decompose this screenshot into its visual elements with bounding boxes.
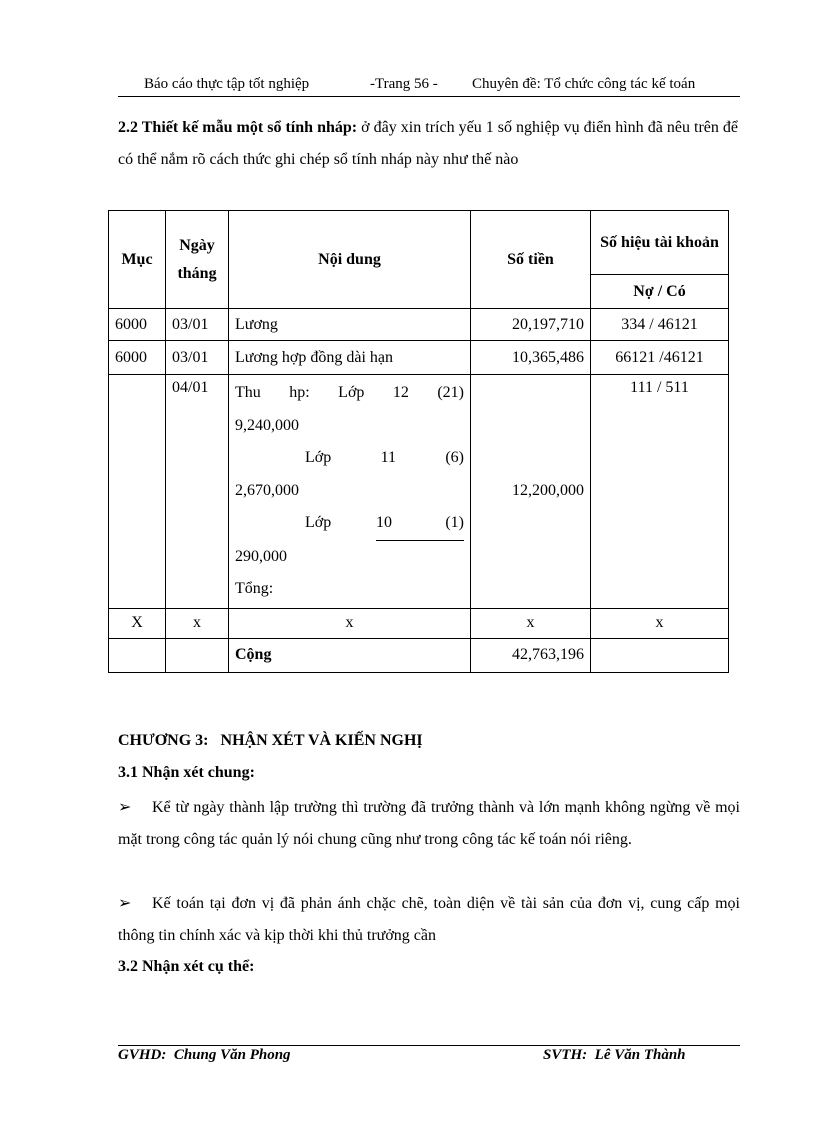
footer-student: SVTH: Lê Văn Thành bbox=[543, 1047, 686, 1063]
intro-heading: 2.2 Thiết kế mẫu một sổ tính nháp: bbox=[118, 119, 358, 136]
total-label: Cộng bbox=[229, 638, 471, 672]
footer-rule bbox=[118, 1045, 740, 1046]
bullet-paragraph: ➢ Kế toán tại đơn vị đã phản ánh chặc chẽ, toàn diện về tài sản của đơn vị, cung cấp mọi thông tin chính xác và kịp thời khi thủ trưởng cần bbox=[118, 888, 740, 952]
income-line-3-underlined: 10 (1) bbox=[376, 507, 464, 541]
cell-so-tien: x bbox=[471, 608, 591, 638]
cell-ngay: x bbox=[166, 608, 229, 638]
chapter-heading: CHƯƠNG 3: NHẬN XÉT VÀ KIẾN NGHỊ bbox=[118, 732, 423, 749]
table-row-total bbox=[109, 638, 729, 672]
intro-text: ở đây xin trích yếu 1 số nghiệp vụ điển hình đã nêu trên để có thể nắm rõ cách thức ghi chép sổ tính nháp này như thế nào bbox=[118, 119, 739, 168]
section-heading-3-1: 3.1 Nhận xét chung: bbox=[118, 764, 255, 781]
income-line-1: Thu hp: Lớp 12 (21) bbox=[235, 384, 464, 401]
cell-so-tien: 20,197,710 bbox=[471, 309, 591, 341]
header-so-tien: Số tiền bbox=[471, 211, 591, 309]
bullet-arrow-icon: ➢ bbox=[118, 799, 132, 816]
header-muc: Mục bbox=[109, 211, 166, 309]
cell-noi-dung bbox=[229, 375, 471, 609]
income-amount-2: 2,670,000 bbox=[235, 481, 299, 499]
header-ngay-thang: Ngày tháng bbox=[166, 211, 229, 309]
header-rule bbox=[118, 96, 740, 97]
cell-noi-dung: x bbox=[229, 608, 471, 638]
header-no-co: Nợ / Có bbox=[591, 275, 729, 309]
cell-muc: 6000 bbox=[109, 341, 166, 375]
income-amount-3: 290,000 bbox=[235, 547, 287, 565]
cell-muc bbox=[109, 375, 166, 609]
intro-paragraph bbox=[118, 112, 738, 176]
cell-ngay: 03/01 bbox=[166, 309, 229, 341]
table-row-income bbox=[109, 375, 729, 609]
header-report-title: Báo cáo thực tập tốt nghiệp bbox=[144, 76, 310, 92]
table-row bbox=[109, 309, 729, 341]
page-header bbox=[118, 74, 740, 96]
income-line-2: Lớp 11 (6) bbox=[305, 449, 464, 466]
cell-muc bbox=[109, 638, 166, 672]
header-page-number: -Trang 56 - bbox=[370, 76, 438, 92]
table-row-x bbox=[109, 608, 729, 638]
income-total-label: Tổng: bbox=[235, 580, 274, 597]
bullet-paragraph: ➢ Kể từ ngày thành lập trường thì trường đã trưởng thành và lớn mạnh không ngừng về mọi mặt trong công tác quản lý nói chung cũng như trong công tác kế toán nói riêng. bbox=[118, 792, 740, 856]
footer-advisor: GVHD: Chung Văn Phong bbox=[118, 1047, 291, 1063]
cell-ngay: 03/01 bbox=[166, 341, 229, 375]
cell-so-tien: 10,365,486 bbox=[471, 341, 591, 375]
cell-noi-dung: Lương bbox=[229, 309, 471, 341]
cell-noi-dung: Lương hợp đồng dài hạn bbox=[229, 341, 471, 375]
cell-ngay: 04/01 bbox=[166, 375, 229, 609]
cell-so-tien: 12,200,000 bbox=[471, 375, 591, 609]
cell-muc: X bbox=[109, 608, 166, 638]
ledger-table bbox=[108, 210, 729, 673]
cell-tai-khoan: 66121 /46121 bbox=[591, 341, 729, 375]
cell-tai-khoan: 334 / 46121 bbox=[591, 309, 729, 341]
section-heading-3-2: 3.2 Nhận xét cụ thể: bbox=[118, 958, 255, 975]
income-line-3: Lớp 10 (1) bbox=[235, 507, 464, 541]
cell-tai-khoan: 111 / 511 bbox=[591, 375, 729, 609]
income-amount-1: 9,240,000 bbox=[235, 416, 299, 434]
cell-muc: 6000 bbox=[109, 309, 166, 341]
table-row bbox=[109, 341, 729, 375]
cell-ngay bbox=[166, 638, 229, 672]
total-amount: 42,763,196 bbox=[471, 638, 591, 672]
cell-tai-khoan bbox=[591, 638, 729, 672]
header-topic: Chuyên đề: Tổ chức công tác kế toán bbox=[472, 76, 696, 92]
cell-tai-khoan: x bbox=[591, 608, 729, 638]
bullet-arrow-icon: ➢ bbox=[118, 895, 132, 912]
header-noi-dung: Nội dung bbox=[229, 211, 471, 309]
header-so-hieu-tai-khoan: Số hiệu tài khoản bbox=[591, 211, 729, 275]
